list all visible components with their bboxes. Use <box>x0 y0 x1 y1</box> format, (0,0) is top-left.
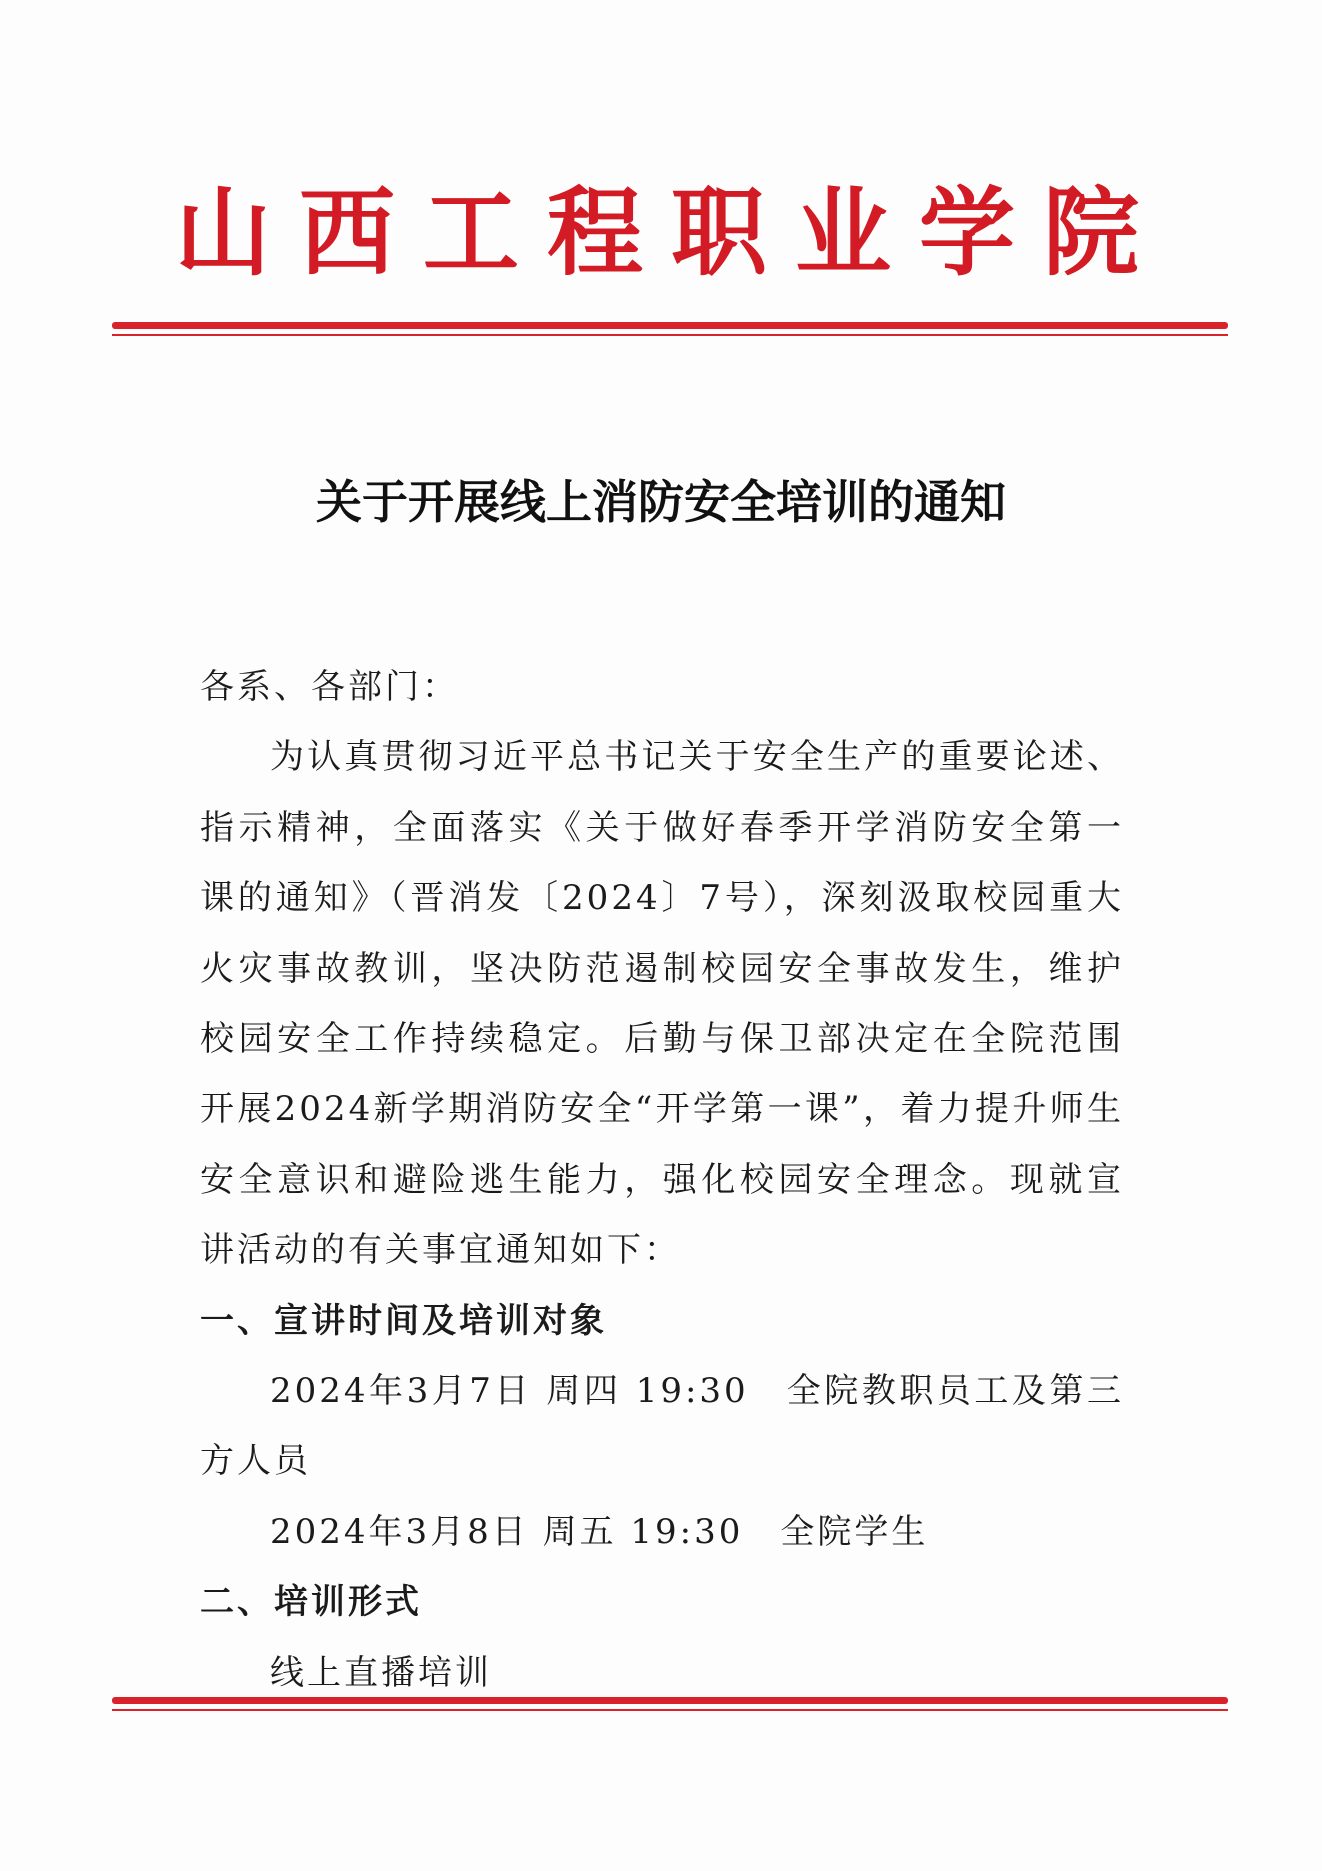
footer-rule <box>112 1697 1228 1711</box>
footer-rule-thin <box>112 1709 1228 1711</box>
schedule-item-students: 2024年3月8日 周五 19:30 全院学生 <box>270 1511 929 1552</box>
section-heading-schedule: 一、宣讲时间及培训对象 <box>200 1300 607 1341</box>
masthead-rule-thick <box>112 322 1228 329</box>
masthead-rule-thin <box>112 334 1228 336</box>
notice-title: 关于开展线上消防安全培训的通知 <box>316 475 1006 529</box>
salutation: 各系、各部门： <box>200 667 459 707</box>
notice-body <box>200 652 1124 1708</box>
schedule-item-staff: 2024年3月7日 周四 19:30 全院教职员工及第三方人员 <box>200 1371 1124 1482</box>
intro-paragraph: 为认真贯彻习近平总书记关于安全生产的重要论述、指示精神，全面落实《关于做好春季开学消防安全第一课的通知》（晋消发〔2024〕7号），深刻汲取校园重大火灾事故教训，坚决防范遏制校园安全事故发生，维护校园安全工作持续稳定。后勤与保卫部决定在全院范围开展2024新学期消防安全“开学第一课”，着力提升师生安全意识和避险逃生能力，强化校园安全理念。现就宣讲活动的有关事宜通知如下： <box>200 737 1124 1271</box>
format-item: 线上直播培训 <box>270 1652 492 1693</box>
masthead-rule <box>112 322 1228 336</box>
section-heading-format: 二、培训形式 <box>200 1582 422 1623</box>
footer-rule-thick <box>112 1697 1228 1704</box>
institution-masthead: 山西工程职业学院 <box>175 176 1167 289</box>
